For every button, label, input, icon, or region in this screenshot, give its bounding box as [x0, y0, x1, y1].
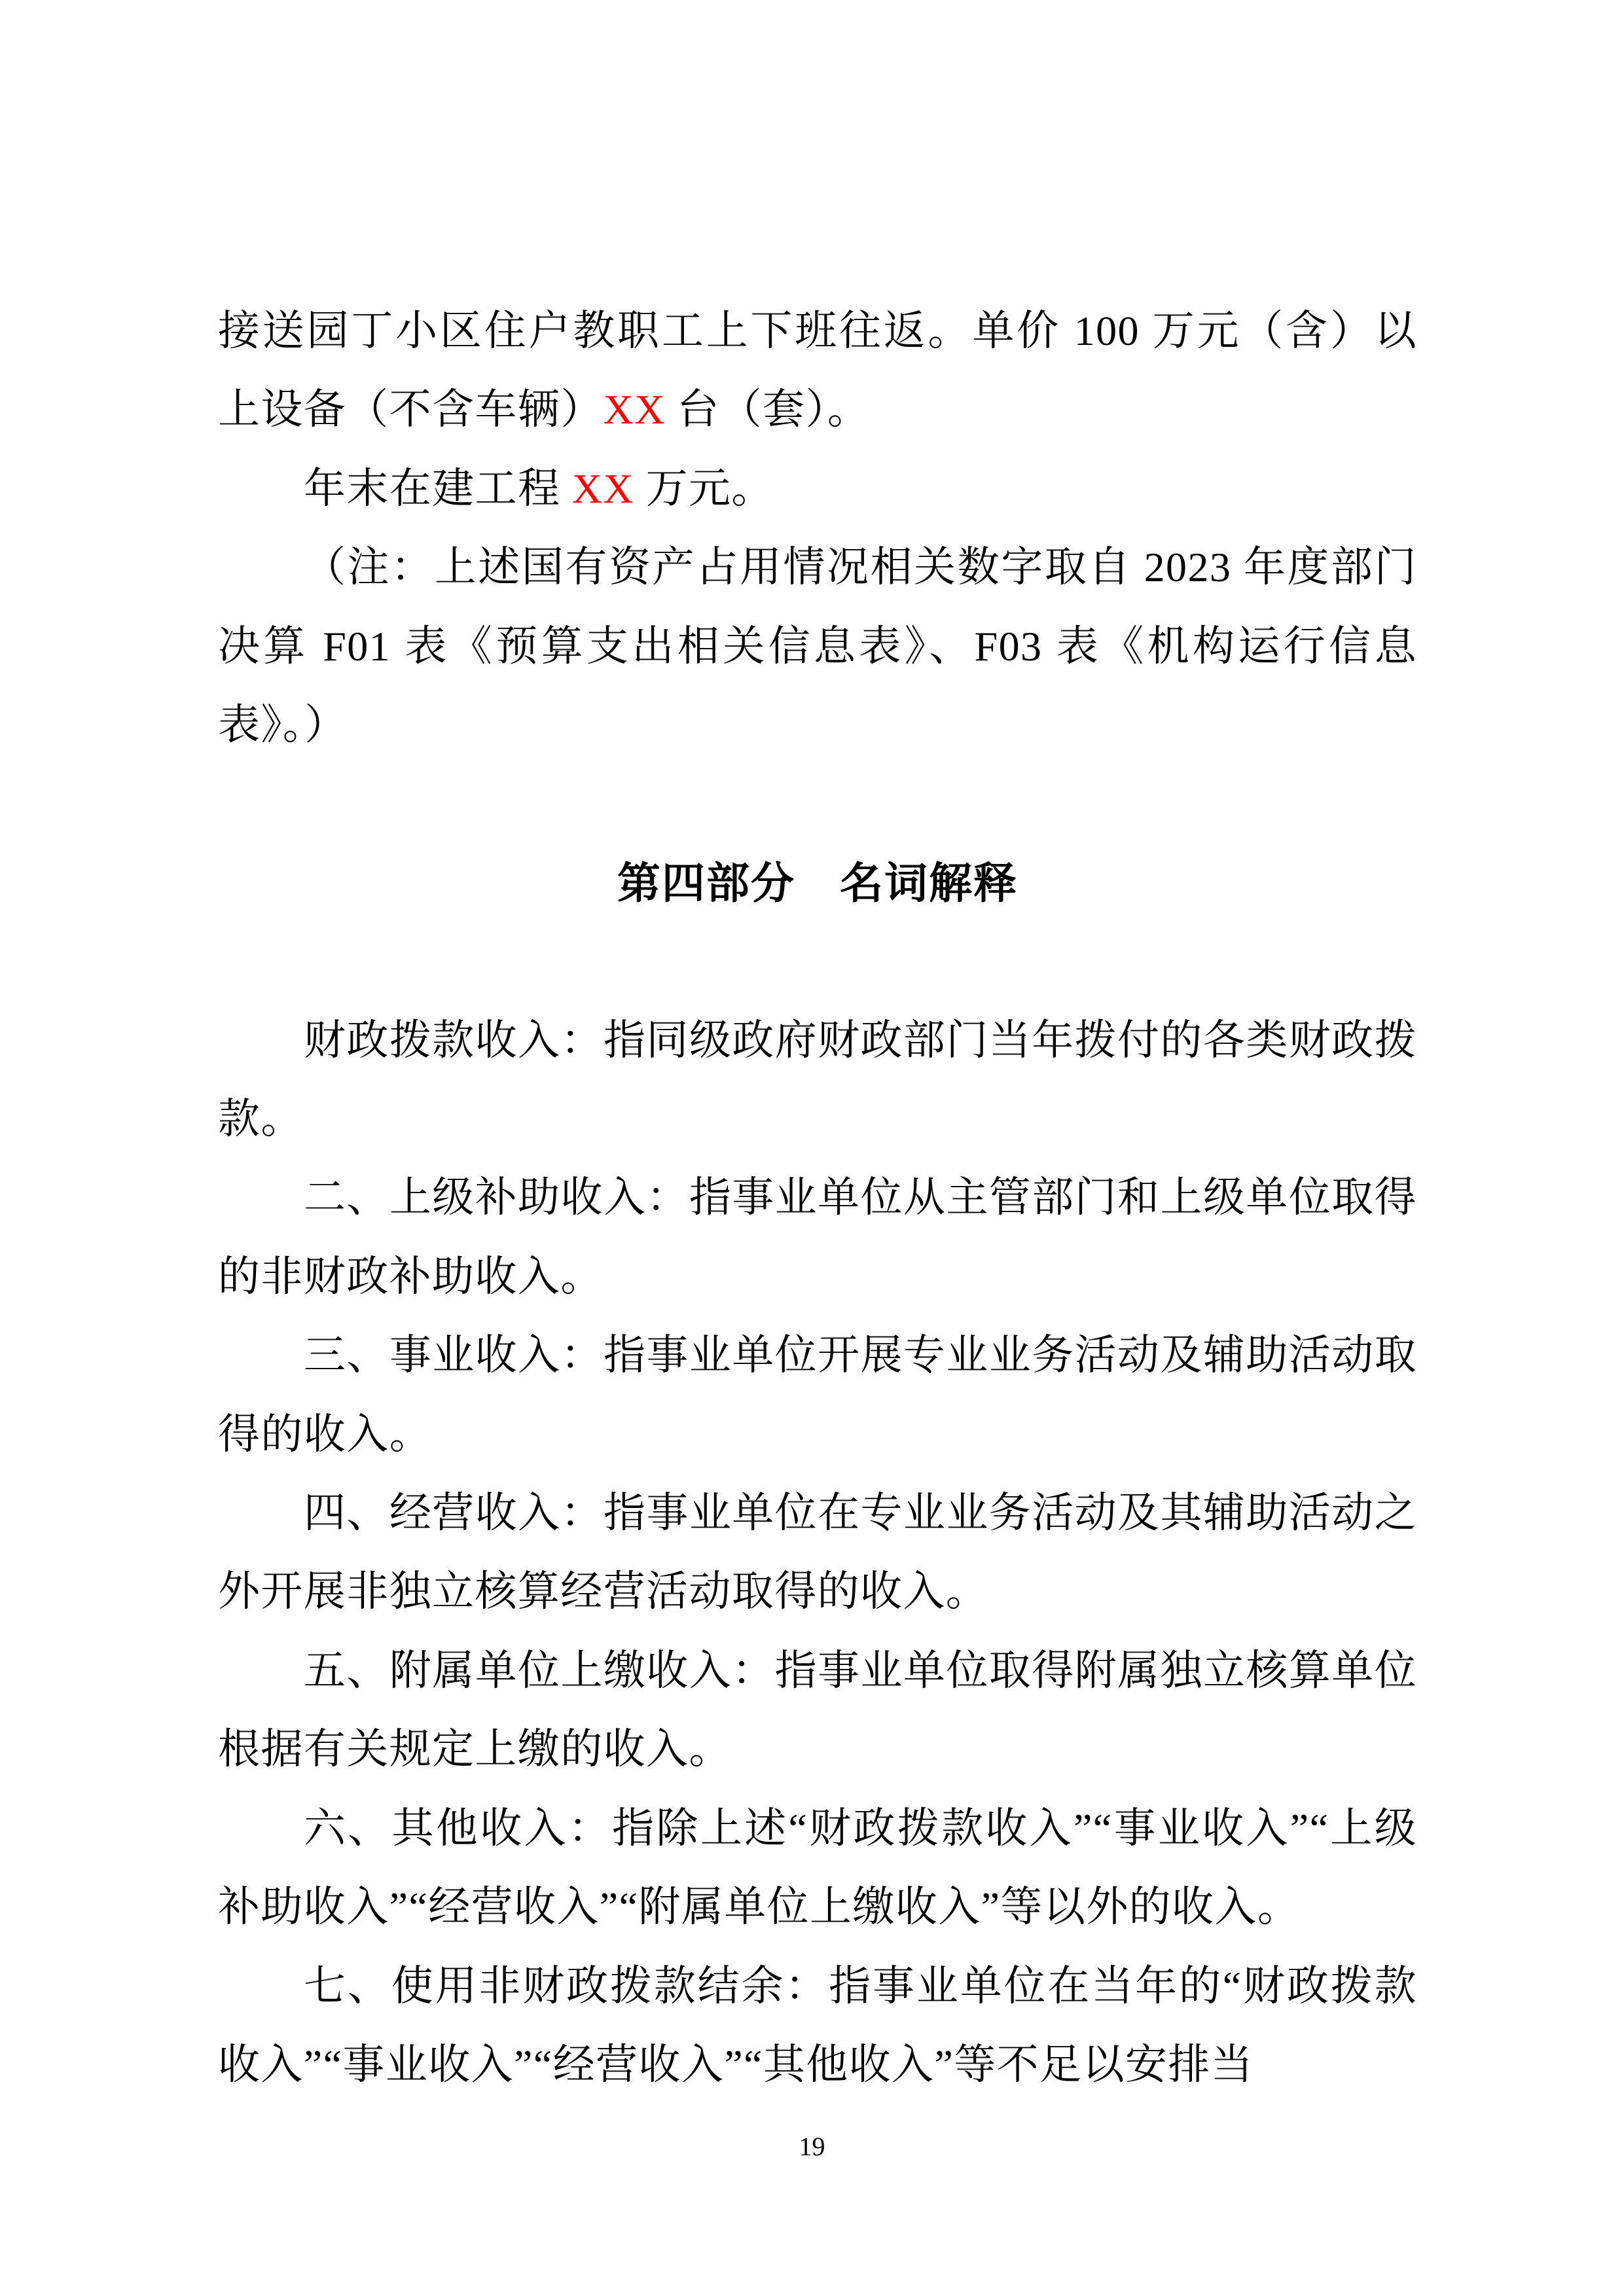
highlight-xx-equipment-count: XX	[603, 386, 666, 433]
definition-superior-subsidy-income: 二、上级补助收入：指事业单位从主管部门和上级单位取得的非财政补助收入。	[218, 1174, 1417, 1300]
page-number: 19	[799, 2132, 825, 2161]
definition-non-fiscal-surplus-usage: 七、使用非财政拨款结余：指事业单位在当年的“财政拨款收入”“事业收入”“经营收入”“其他收入”等不足以安排当	[218, 1962, 1417, 2088]
carryover-text-after: 台（套）。	[665, 386, 871, 433]
construction-text-before: 年末在建工程	[304, 465, 572, 512]
definition-affiliated-unit-remittance-income: 五、附属单位上缴收入：指事业单位取得附属独立核算单位根据有关规定上缴的收入。	[218, 1647, 1417, 1773]
carryover-text-before: 接送园丁小区住户教职工上下班往返。单价 100 万元（含）以上设备（不含车辆）	[218, 308, 1417, 433]
definition-other-income: 六、其他收入：指除上述“财政拨款收入”“事业收入”“上级补助收入”“经营收入”“附属单位上缴收入”等以外的收入。	[218, 1804, 1417, 1931]
construction-text-after: 万元。	[634, 465, 774, 512]
paragraph-carryover	[218, 292, 1417, 450]
definition-business-income: 四、经营收入：指事业单位在专业业务活动及其辅助活动之外开展非独立核算经营活动取得的收入。	[218, 1490, 1417, 1615]
document-body	[218, 292, 1417, 2104]
highlight-xx-construction-amount: XX	[571, 465, 635, 512]
definition-operational-income: 三、事业收入：指事业单位开展专业业务活动及辅助活动取得的收入。	[218, 1332, 1417, 1458]
paragraph-note: （注：上述国有资产占用情况相关数字取自 2023 年度部门决算 F01 表《预算支出相关信息表》、F03 表《机构运行信息表》。）	[218, 544, 1417, 749]
section-heading: 第四部分 名词解释	[617, 858, 1018, 907]
definition-fiscal-appropriation-income: 财政拨款收入：指同级政府财政部门当年拨付的各类财政拨款。	[218, 1016, 1417, 1143]
paragraph-year-end-construction	[218, 450, 1417, 528]
